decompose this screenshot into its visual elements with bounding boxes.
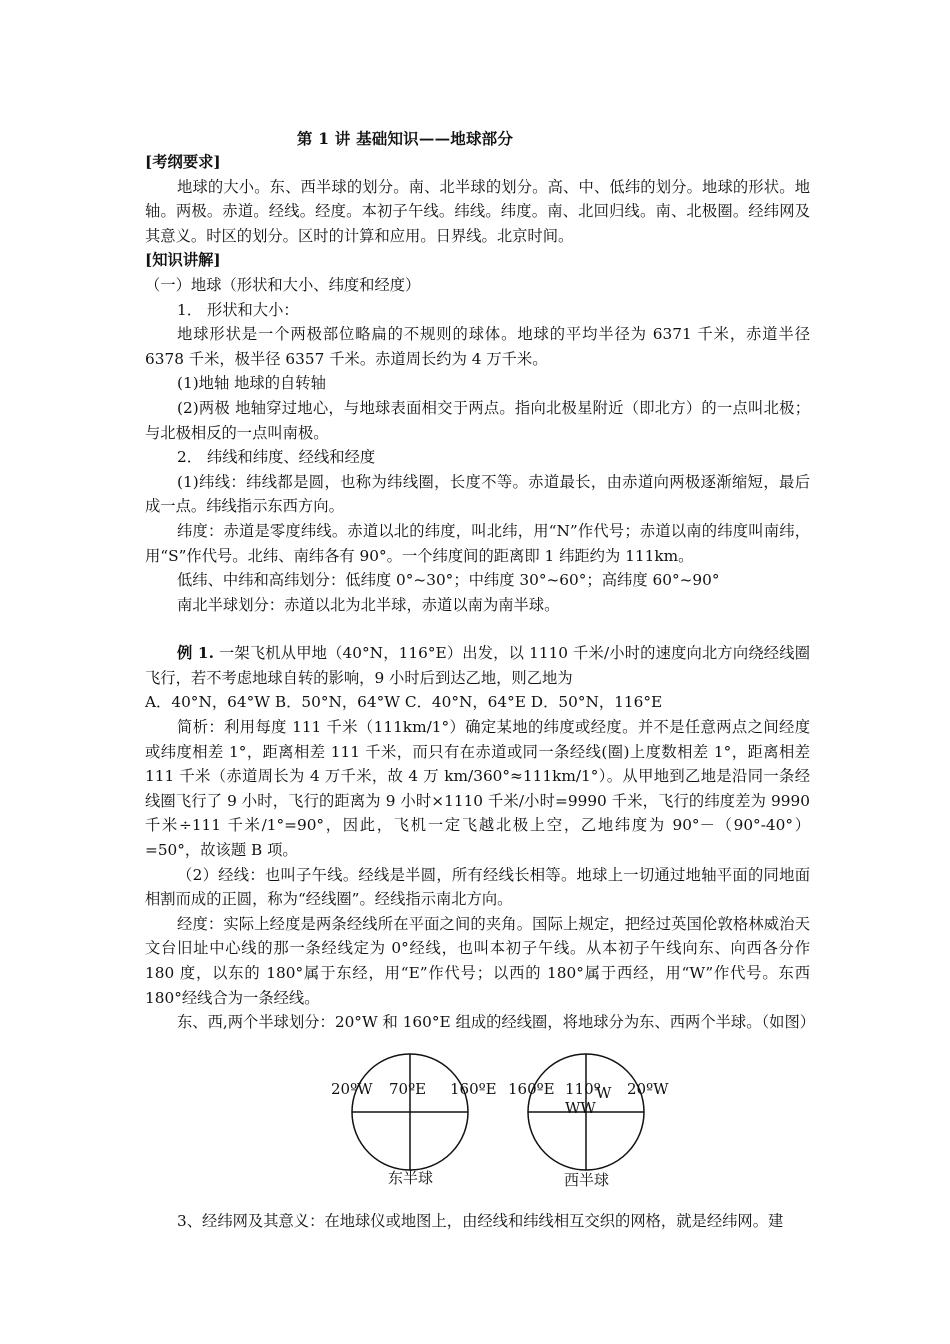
meridian-paragraph: （2）经线：也叫子午线。经线是半圆，所有经线长相等。地球上一切通过地轴平面的同地面相割而成的正圆，称为“经线圈”。经线指示南北方向。	[145, 865, 810, 909]
item2-heading: 2． 纬线和纬度、经线和经度	[177, 448, 376, 467]
east-right-label: 160ºE	[450, 1080, 497, 1098]
example-question: 一架飞机从甲地（40°N，116°E）出发，以 1110 千米/小时的速度向北方向绕经线圈飞行，若不考虑地球自转的影响，9 小时后到达乙地，则乙地为	[145, 644, 810, 687]
east-hemisphere-figure	[331, 1054, 497, 1187]
west-right-label: 20ºW	[627, 1080, 669, 1098]
hemisphere-svg	[320, 1040, 680, 1190]
shape-paragraph: 地球形状是一个两极部位略扁的不规则的球体。地球的平均半径为 6371 千米，赤道半径 6378 千米，极半径 6357 千米。赤道周长约为 4 万千米。	[145, 325, 810, 368]
example-paragraph	[145, 641, 810, 690]
west-hemisphere-figure	[508, 1054, 669, 1189]
latitude-bands-paragraph: 低纬、中纬和高纬划分：低纬度 0°~30°；中纬度 30°~60°；高纬度 60°~90°	[177, 571, 720, 590]
requirements-heading: [考纲要求]	[145, 153, 221, 171]
requirements-text: 地球的大小。东、西半球的划分。南、北半球的划分。高、中、低纬的划分。地球的形状。地轴。两极。赤道。经线。经度。本初子午线。纬线。纬度。南、北回归线。南、北极圈。经纬网及其意义。时区的划分。区时的计算和应用。日界线。北京时间。	[145, 177, 810, 245]
west-left-label: 160ºE	[508, 1080, 555, 1098]
hemisphere-diagram	[320, 1040, 680, 1190]
spacer	[145, 617, 810, 641]
page-title: 第 1 讲 基础知识——地球部分	[296, 129, 514, 148]
longitude-paragraph: 经度：实际上经度是两条经线所在平面之间的夹角。国际上规定，把经过英国伦敦格林威治天文台旧址中心线的那一条经线定为 0°经线，也叫本初子午线。从本初子午线向东、向西各分作 180 度，以东的 180°属于东经，用“E”作代号；以西的 180°属于西经，用“W”作代号。东西 180°经线合为一条经线。	[145, 914, 810, 1007]
analysis-paragraph: 简析：利用每度 111 千米（111km/1°）确定某地的纬度或经度。并不是任意两点之间经度或纬度相差 1°，距离相差 111 千米，而只有在赤道或同一条经线(圈)上度数相差 1°，距离相差 111 千米（赤道周长为 4 万千米，故 4 万 km/360°≈111km/1°）。从甲地到乙地是沿同一条经线圈飞行了 9 小时，飞行的距离为 9 小时×1110 千米/小时=9990 千米，飞行的纬度差为 9990 千米÷111 千米/1°=90°，因此，飞机一定飞越北极上空，乙地纬度为 90°－（90°-40°）=50°，故该题 B 项。	[145, 718, 810, 860]
poles-paragraph: (2)两极 地轴穿过地心，与地球表面相交于两点。指向北极星附近（即北方）的一点叫北极；与北极相反的一点叫南极。	[145, 398, 810, 442]
item1-heading: 1． 形状和大小：	[177, 300, 299, 319]
example-label: 例 1.	[177, 644, 214, 663]
west-center-label-ww: WW	[565, 1099, 596, 1117]
west-caption: 西半球	[564, 1171, 610, 1189]
part1-heading: （一）地球（形状和大小、纬度和经度）	[145, 275, 421, 294]
grid-paragraph: 3、经纬网及其意义：在地球仪或地图上，由经线和纬线相互交织的网格，就是经纬网。建	[177, 1212, 784, 1231]
west-center-label: 110º	[565, 1080, 601, 1098]
latitude-line-paragraph: (1)纬线：纬线都是圆，也称为纬线圈，长度不等。赤道最长，由赤道向两极逐渐缩短，最后成一点。纬线指示东西方向。	[145, 472, 810, 516]
latitude-paragraph: 纬度：赤道是零度纬线。赤道以北的纬度，叫北纬，用“N”作代号；赤道以南的纬度叫南纬，用“S”作代号。北纬、南纬各有 90°。一个纬度间的距离即 1 纬距约为 111km。	[145, 521, 810, 565]
east-center-label: 70ºE	[389, 1080, 427, 1098]
document-body	[145, 150, 816, 1035]
ns-hemisphere-paragraph: 南北半球划分：赤道以北为北半球，赤道以南为南半球。	[177, 595, 560, 614]
west-center-label-w: W	[596, 1084, 612, 1102]
ew-hemisphere-paragraph: 东、西,两个半球划分：20°W 和 160°E 组成的经线圈，将地球分为东、西两个半球。（如图）	[177, 1013, 816, 1032]
axis-paragraph: (1)地轴 地球的自转轴	[177, 374, 326, 393]
east-left-label: 20ºW	[331, 1080, 373, 1098]
example-options: A．40°N，64°W B．50°N，64°W C．40°N，64°E D．50°N，116°E	[145, 693, 663, 712]
east-caption: 东半球	[388, 1169, 434, 1187]
knowledge-heading: [知识讲解]	[145, 251, 221, 270]
